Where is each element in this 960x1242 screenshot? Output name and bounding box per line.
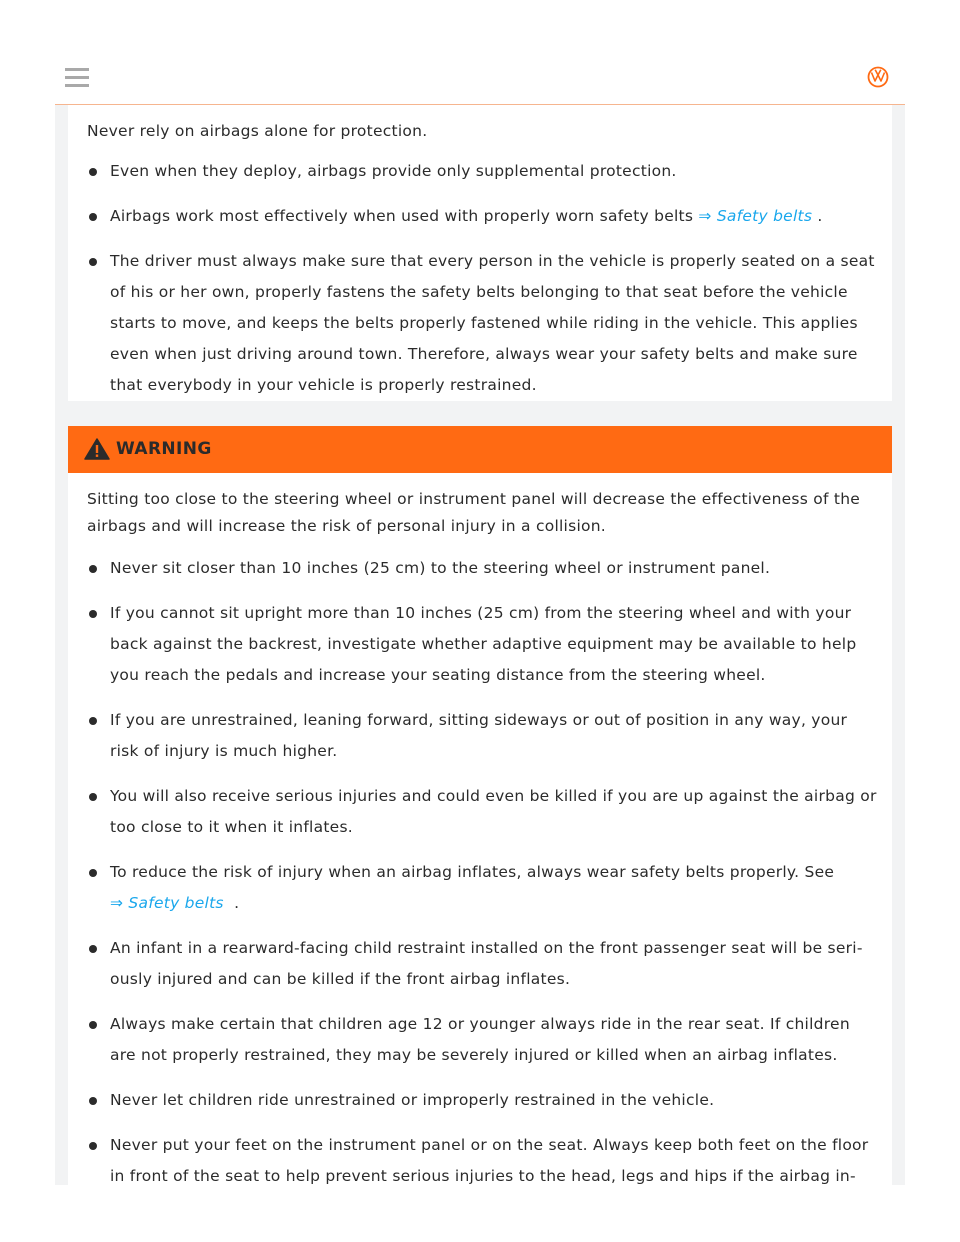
list-item: Never put your feet on the instrument panel or on the seat. Always keep both feet on the floor in front of the seat to help prevent serious injuries to the head, legs and hips if the airbag in- [68, 1130, 892, 1192]
vw-logo-icon[interactable] [867, 66, 889, 88]
list-item: Airbags work most effectively when used with properly worn safety belts ⇒ Safety belts . [68, 201, 892, 232]
top-bar [55, 48, 905, 105]
list-item: Always make certain that children age 12 or younger always ride in the rear seat. If children are not properly restrained, they may be severely injured or killed when an airbag inflates. [68, 1009, 892, 1071]
list-item: An infant in a rearward-facing child restraint installed on the front passenger seat will be seri- ously injured and can be killed if the front airbag inflates. [68, 933, 892, 995]
list-item: Even when they deploy, airbags provide only supplemental protection. [68, 156, 892, 187]
warning-list [68, 553, 892, 1206]
warning-label: WARNING [116, 439, 212, 459]
note-intro: Never rely on airbags alone for protection. [87, 122, 428, 140]
hamburger-menu-icon[interactable] [65, 68, 89, 88]
warning-header [68, 426, 892, 473]
safety-belts-link[interactable]: ⇒ Safety belts [698, 207, 813, 225]
warning-triangle-icon [84, 437, 110, 461]
list-item: If you cannot sit upright more than 10 inches (25 cm) from the steering wheel and with your back against the backrest, investigate whether adaptive equipment may be available to help you reach the pedals and increase your seating distance from the steering wheel. [68, 598, 892, 691]
list-item: Never sit closer than 10 inches (25 cm) to the steering wheel or instrument panel. [68, 553, 892, 584]
list-item: The driver must always make sure that every person in the vehicle is properly seated on a seat of his or her own, properly fastens the safety belts belonging to that seat before the vehicle starts to move, and keeps the belts properly fastened while riding in the vehicle. This applies even when just driving around town. Therefore, always wear your safety belts and make sure that everybody in your vehicle is properly restrained. [68, 246, 892, 401]
warning-card [68, 426, 892, 1186]
list-item: You will also receive serious injuries and could even be killed if you are up against the airbag or too close to it when it inflates. [68, 781, 892, 843]
list-item: If you are unrestrained, leaning forward, sitting sideways or out of position in any way, your risk of injury is much higher. [68, 705, 892, 767]
warning-intro: Sitting too close to the steering wheel or instrument panel will decrease the effectiveness of the airbags and will increase the risk of personal injury in a collision. [87, 490, 861, 535]
note-card [68, 105, 892, 401]
note-list [68, 156, 892, 415]
list-item: To reduce the risk of injury when an airbag inflates, always wear safety belts properly. See ⇒ Safety belts . [68, 857, 892, 919]
safety-belts-link[interactable]: ⇒ Safety belts [110, 894, 224, 912]
list-item: Never let children ride unrestrained or improperly restrained in the vehicle. [68, 1085, 892, 1116]
